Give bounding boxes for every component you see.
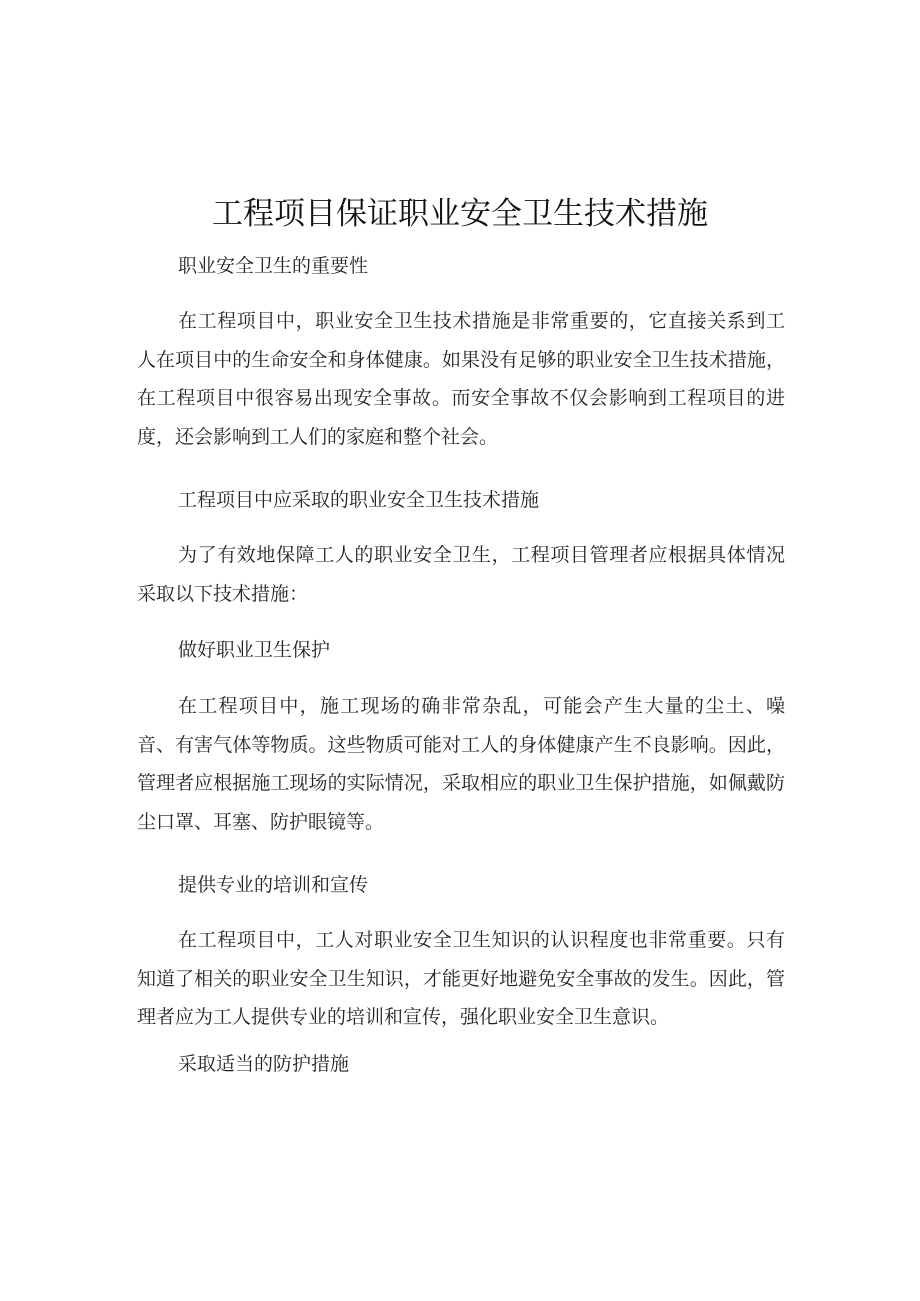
section-heading-importance: 职业安全卫生的重要性	[178, 255, 369, 277]
document-title: 工程项目保证职业安全卫生技术措施	[212, 196, 708, 232]
section-heading-health-protection: 做好职业卫生保护	[178, 639, 331, 661]
section-heading-measures: 工程项目中应采取的职业安全卫生技术措施	[178, 489, 540, 511]
section-paragraph-measures: 为了有效地保障工人的职业安全卫生，工程项目管理者应根据具体情况采取以下技术措施：	[137, 544, 785, 605]
section-paragraph-importance: 在工程项目中，职业安全卫生技术措施是非常重要的，它直接关系到工人在项目中的生命安全和身体健康。如果没有足够的职业安全卫生技术措施，在工程项目中很容易出现安全事故。而安全事故不仅会影响到工程项目的进度，还会影响到工人们的家庭和整个社会。	[137, 310, 785, 448]
section-paragraph-training: 在工程项目中，工人对职业安全卫生知识的认识程度也非常重要。只有知道了相关的职业安全卫生知识，才能更好地避免安全事故的发生。因此，管理者应为工人提供专业的培训和宣传，强化职业安全卫生意识。	[137, 929, 785, 1028]
section-heading-training: 提供专业的培训和宣传	[178, 874, 369, 896]
section-paragraph-health-protection: 在工程项目中，施工现场的确非常杂乱，可能会产生大量的尘土、噪音、有害气体等物质。这些物质可能对工人的身体健康产生不良影响。因此，管理者应根据施工现场的实际情况，采取相应的职业卫生保护措施，如佩戴防尘口罩、耳塞、防护眼镜等。	[137, 695, 785, 833]
section-heading-protective-measures: 采取适当的防护措施	[178, 1053, 350, 1075]
